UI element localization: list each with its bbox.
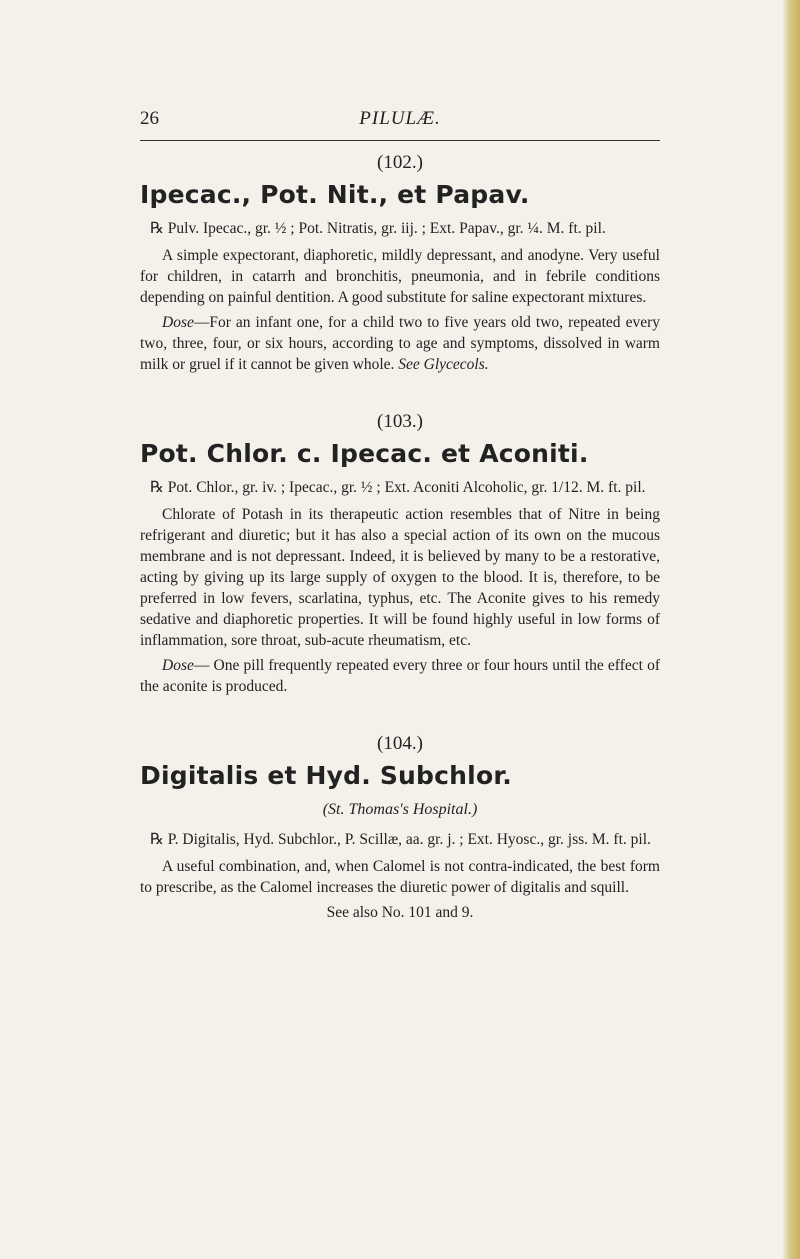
entry-title: Pot. Chlor. c. Ipecac. et Aconiti. <box>140 439 589 468</box>
recipe: ℞ P. Digitalis, Hyd. Subchlor., P. Scillæ, aa. gr. j. ; Ext. Hyosc., gr. jss. M. ft. pil. <box>150 831 651 848</box>
entry-title: Digitalis et Hyd. Subchlor. <box>140 761 512 790</box>
entry-number: (103.) <box>377 411 423 432</box>
dose-paragraph <box>140 312 660 375</box>
entry-102 <box>140 150 660 375</box>
description: Chlorate of Potash in its therapeutic action resembles that of Nitre in being refrigerant and diuretic; but it has also a special action of its own on the mucous membrane and is not depressant. Indeed, it is believed by many to be a restorative, acting by giving up its large supply of oxygen to the blood. It is, therefore, to be preferred in low fevers, scarlatina, typhus, etc. The Aconite gives to his remedy sedative and diaphoretic properties. It will be found highly useful in low forms of inflammation, sore throat, sub-acute rheumatism, etc. <box>140 506 660 649</box>
entry-spacer <box>140 701 660 731</box>
entry-spacer <box>140 379 660 409</box>
page-edge <box>782 0 800 1259</box>
running-head <box>140 108 660 138</box>
dose-paragraph <box>140 655 660 697</box>
dose-label: Dose <box>162 314 194 331</box>
page-number: 26 <box>140 108 159 129</box>
see-also: See also No. 101 and 9. <box>326 904 474 921</box>
entry-103 <box>140 409 660 697</box>
description: A simple expectorant, diaphoretic, mildly depressant, and anodyne. Very useful for children, in catarrh and bronchitis, pneumonia, and in febrile conditions depending on painful dentition. A good substitute for saline expectorant mixtures. <box>140 247 660 306</box>
dose-label: Dose <box>162 657 194 674</box>
recipe: ℞ Pot. Chlor., gr. iv. ; Ipecac., gr. ½ ; Ext. Aconiti Alcoholic, gr. 1/12. M. ft. pil. <box>150 479 646 496</box>
entry-104 <box>140 731 660 924</box>
recipe: ℞ Pulv. Ipecac., gr. ½ ; Pot. Nitratis, gr. iij. ; Ext. Papav., gr. ¼. M. ft. pil. <box>150 220 606 237</box>
entry-number: (104.) <box>377 733 423 754</box>
entry-number: (102.) <box>377 152 423 173</box>
running-title: PILULÆ. <box>359 108 441 129</box>
attribution: (St. Thomas's Hospital.) <box>322 801 478 818</box>
dose-text: — One pill frequently repeated every three or four hours until the effect of the aconite is produced. <box>140 657 660 695</box>
see-reference: See Glycecols. <box>398 356 489 373</box>
entry-title: Ipecac., Pot. Nit., et Papav. <box>140 180 530 209</box>
dose-text: —For an infant one, for a child two to five years old two, repeated every two, three, four, or six hours, according to age and symptoms, dissolved in warm milk or gruel if it cannot be given whole. <box>140 314 660 373</box>
header-rule <box>140 140 660 141</box>
page-content <box>140 150 660 924</box>
description: A useful combination, and, when Calomel is not contra-indicated, the best form to prescribe, as the Calomel increases the diuretic power of digitalis and squill. <box>140 858 660 896</box>
